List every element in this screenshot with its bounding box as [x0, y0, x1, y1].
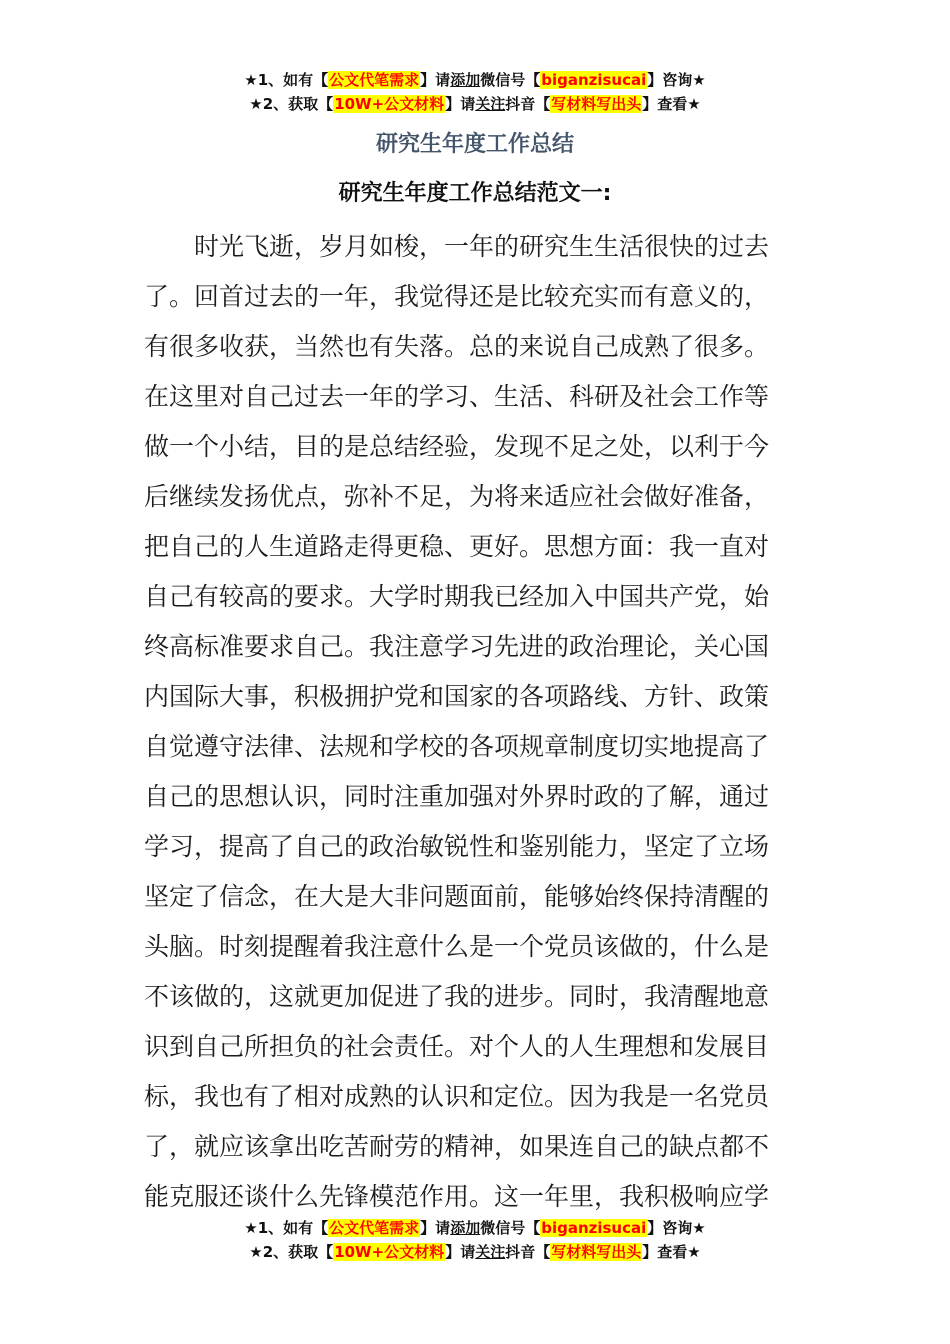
- text-line: 了。回首过去的一年，我觉得还是比较充实而有意义的，: [144, 282, 770, 311]
- promo-banner-bottom: [0, 1216, 950, 1264]
- highlight-wechat-id: biganzisucai: [541, 71, 647, 89]
- text-line: 识到自己所担负的社会责任。对个人的人生理想和发展目: [144, 1032, 770, 1061]
- highlight-materials: 10W+公文材料: [334, 1243, 445, 1261]
- highlight-douyin-account: 写材料写出头: [551, 1243, 642, 1261]
- text-line: 时光飞逝，岁月如梭，一年的研究生生活很快的过去: [144, 232, 770, 261]
- document-title: 研究生年度工作总结: [375, 132, 574, 157]
- text-line: 学习，提高了自己的政治敏锐性和鉴别能力，坚定了立场: [144, 832, 770, 861]
- highlight-wechat-id: biganzisucai: [541, 1219, 647, 1237]
- promo-line-1: ★1、如有【公文代笔需求】请添加微信号【biganzisucai】咨询★: [244, 1219, 706, 1237]
- text-line: 有很多收获，当然也有失落。总的来说自己成熟了很多。: [144, 332, 770, 361]
- text-line: 做一个小结，目的是总结经验，发现不足之处，以利于今: [144, 432, 770, 461]
- section-title: 研究生年度工作总结范文一:: [338, 181, 612, 206]
- text-line: 自己的思想认识，同时注重加强对外界时政的了解，通过: [144, 782, 770, 811]
- promo-banner-top: [0, 68, 950, 116]
- text-line: 自觉遵守法律、法规和学校的各项规章制度切实地提高了: [144, 732, 770, 761]
- promo-line-2: ★2、获取【10W+公文材料】请关注抖音【写材料写出头】查看★: [249, 95, 701, 113]
- text-line: 把自己的人生道路走得更稳、更好。思想方面：我一直对: [144, 532, 770, 561]
- text-line: 在这里对自己过去一年的学习、生活、科研及社会工作等: [144, 382, 770, 411]
- text-line: 了，就应该拿出吃苦耐劳的精神，如果连自己的缺点都不: [144, 1132, 770, 1161]
- text-line: 内国际大事，积极拥护党和国家的各项路线、方针、政策: [144, 682, 770, 711]
- text-line: 终高标准要求自己。我注意学习先进的政治理论，关心国: [144, 632, 770, 661]
- text-line: 坚定了信念，在大是大非问题面前，能够始终保持清醒的: [144, 882, 770, 911]
- text-line: 不该做的，这就更加促进了我的进步。同时，我清醒地意: [144, 982, 770, 1011]
- text-line: 标，我也有了相对成熟的认识和定位。因为我是一名党员: [144, 1082, 770, 1111]
- text-line: 能克服还谈什么先锋模范作用。这一年里，我积极响应学: [144, 1182, 770, 1211]
- text-line: 后继续发扬优点，弥补不足，为将来适应社会做好准备，: [144, 482, 770, 511]
- promo-line-1: ★1、如有【公文代笔需求】请添加微信号【biganzisucai】咨询★: [244, 71, 706, 89]
- highlight-douyin-account: 写材料写出头: [551, 95, 642, 113]
- highlight-service: 公文代笔需求: [329, 71, 420, 89]
- body-paragraph: [144, 222, 810, 1222]
- highlight-service: 公文代笔需求: [329, 1219, 420, 1237]
- text-line: 自己有较高的要求。大学时期我已经加入中国共产党，始: [144, 582, 770, 611]
- promo-line-2: ★2、获取【10W+公文材料】请关注抖音【写材料写出头】查看★: [249, 1243, 701, 1261]
- text-line: 头脑。时刻提醒着我注意什么是一个党员该做的，什么是: [144, 932, 770, 961]
- highlight-materials: 10W+公文材料: [334, 95, 445, 113]
